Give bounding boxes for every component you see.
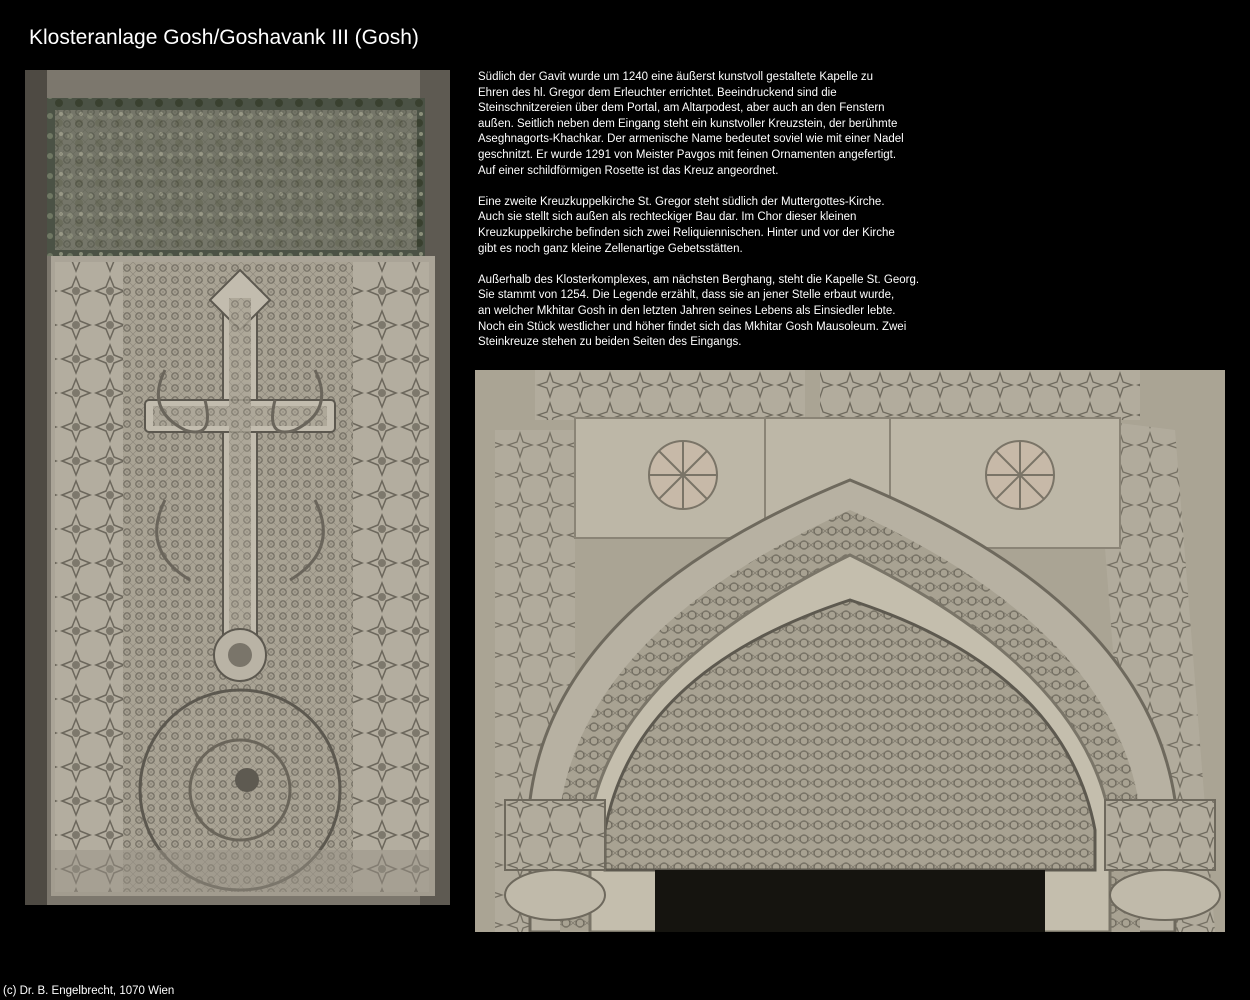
paragraph-second-church: Eine zweite Kreuzkuppelkirche St. Gregor steht südlich der Muttergottes-Kirche. Auch sie stellt sich außen als rechteckiger Bau dar. Im Chor dieser kleinen Kreuzkuppelkirche befinden sich zwei Reliquiennischen. Hinter und vor der Kirche gibt es noch ganz kleine Zellenartige Gebetsstätten.: [478, 195, 895, 255]
paragraph-st-georg: Außerhalb des Klosterkomplexes, am nächsten Berghang, steht die Kapelle St. Georg. Sie stammt von 1254. Die Legende erzählt, dass sie an jener Stelle erbaut wurde, an welcher Mkhitar Gosh in den letzten Jahren seines Lebens als Einsiedler lebte. Noch ein Stück westlicher und höher findet sich das Mkhitar Gosh Mausoleum. Zwei Steinkreuze stehen zu beiden Seiten des Eingangs.: [478, 273, 920, 349]
description-text: [478, 70, 958, 366]
portal-photo: [475, 370, 1225, 932]
page-title: Klosteranlage Gosh/Goshavank III (Gosh): [29, 26, 419, 49]
copyright-footer: (c) Dr. B. Engelbrecht, 1070 Wien: [3, 985, 175, 997]
paragraph-gregor-chapel: Südlich der Gavit wurde um 1240 eine äußerst kunstvoll gestaltete Kapelle zu Ehren des hl. Gregor dem Erleuchter errichtet. Beeindruckend sind die Steinschnitzereien über dem Portal, am Altarpodest, aber auch an den Fenstern außen. Seitlich neben dem Eingang steht ein kunstvoller Kreuzstein, der berühmte Aseghnagorts-Khachkar. Der armenische Name bedeutet soviel wie mit einer Nadel geschnitzt. Er wurde 1291 von Meister Pavgos mit feinen Ornamenten angefertigt. Auf einer schildförmigen Rosette ist das Kreuz angeordnet.: [478, 71, 904, 177]
khachkar-photo: [25, 70, 450, 905]
khachkar-illustration: [25, 70, 450, 905]
portal-illustration: [475, 370, 1225, 932]
